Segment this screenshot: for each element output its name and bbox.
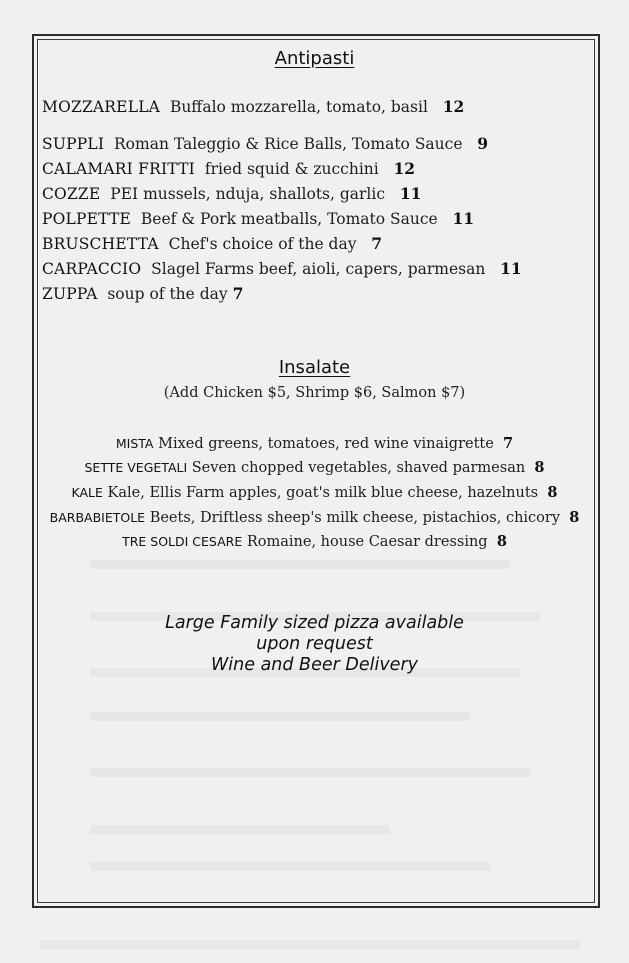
menu-item-name: BRUSCHETTA	[42, 235, 159, 253]
menu-item-description: Kale, Ellis Farm apples, goat's milk blue cheese, hazelnuts	[107, 485, 539, 501]
menu-item-name: TRE SOLDI CESARE	[122, 534, 243, 549]
menu-item-name: POLPETTE	[42, 210, 132, 228]
menu-item-description: Buffalo mozzarella, tomato, basil	[169, 98, 428, 116]
menu-item	[0, 508, 629, 528]
menu-item-price: 9	[477, 134, 489, 153]
menu-item	[42, 159, 415, 179]
menu-item-name: ZUPPA	[42, 285, 98, 303]
insalate-addons: (Add Chicken $5, Shrimp $6, Salmon $7)	[163, 385, 466, 401]
menu-item-name: KALE	[71, 485, 103, 500]
menu-item-description: Chef's choice of the day	[168, 235, 357, 253]
menu-item	[0, 458, 629, 478]
pizza-note-line1: Large Family sized pizza available	[165, 613, 464, 633]
menu-item-description: Slagel Farms beef, aioli, capers, parmesan	[151, 260, 486, 278]
insalate-heading: Insalate	[278, 357, 351, 378]
delivery-note: Wine and Beer Delivery	[210, 655, 418, 675]
menu-item-description: Romaine, house Caesar dressing	[246, 534, 488, 550]
pizza-note-line2: upon request	[256, 634, 373, 654]
menu-item-name: COZZE	[42, 185, 101, 203]
menu-item-price: 12	[442, 97, 465, 116]
menu-item-name: MISTA	[115, 436, 154, 451]
menu-item-price: 8	[534, 459, 545, 476]
menu-item-price: 8	[547, 484, 558, 501]
menu-item-price: 8	[569, 509, 580, 526]
menu-item	[0, 532, 629, 552]
menu-item-description: soup of the day	[107, 285, 228, 303]
menu-item-name: CALAMARI FRITTI	[42, 160, 195, 178]
menu-item-price: 12	[393, 159, 416, 178]
menu-item-name: BARBABIETOLE	[49, 510, 146, 525]
menu-item	[0, 434, 629, 454]
menu-item	[42, 259, 522, 279]
menu-item	[42, 97, 464, 117]
menu-item-price: 11	[452, 209, 475, 228]
menu-item-description: Beets, Driftless sheep's milk cheese, pistachios, chicory	[149, 510, 561, 526]
menu-item	[0, 483, 629, 503]
menu-item-description: Mixed greens, tomatoes, red wine vinaigrette	[158, 436, 494, 452]
menu-item-price: 11	[399, 184, 422, 203]
menu-item-price: 7	[232, 284, 244, 303]
menu-item-description: Beef & Pork meatballs, Tomato Sauce	[140, 210, 438, 228]
menu-item-price: 7	[503, 435, 514, 452]
menu-item-name: SETTE VEGETALI	[84, 460, 188, 475]
menu-item-description: Roman Taleggio & Rice Balls, Tomato Sauce	[114, 135, 463, 153]
antipasti-heading: Antipasti	[274, 48, 355, 69]
menu-item-description: Seven chopped vegetables, shaved parmesan	[191, 460, 526, 476]
menu-item-description: fried squid & zucchini	[204, 160, 379, 178]
menu-item-price: 7	[371, 234, 383, 253]
menu-item	[42, 184, 421, 204]
menu-item	[42, 134, 488, 154]
menu-item-name: SUPPLI	[42, 135, 105, 153]
menu-item	[42, 209, 474, 229]
menu-item-name: CARPACCIO	[42, 260, 142, 278]
menu-item-name: MOZZARELLA	[42, 98, 161, 116]
menu-item-description: PEI mussels, nduja, shallots, garlic	[110, 185, 386, 203]
menu-item-price: 8	[496, 533, 507, 550]
menu-item	[42, 234, 382, 254]
menu-item-price: 11	[500, 259, 522, 278]
menu-item	[42, 284, 243, 304]
